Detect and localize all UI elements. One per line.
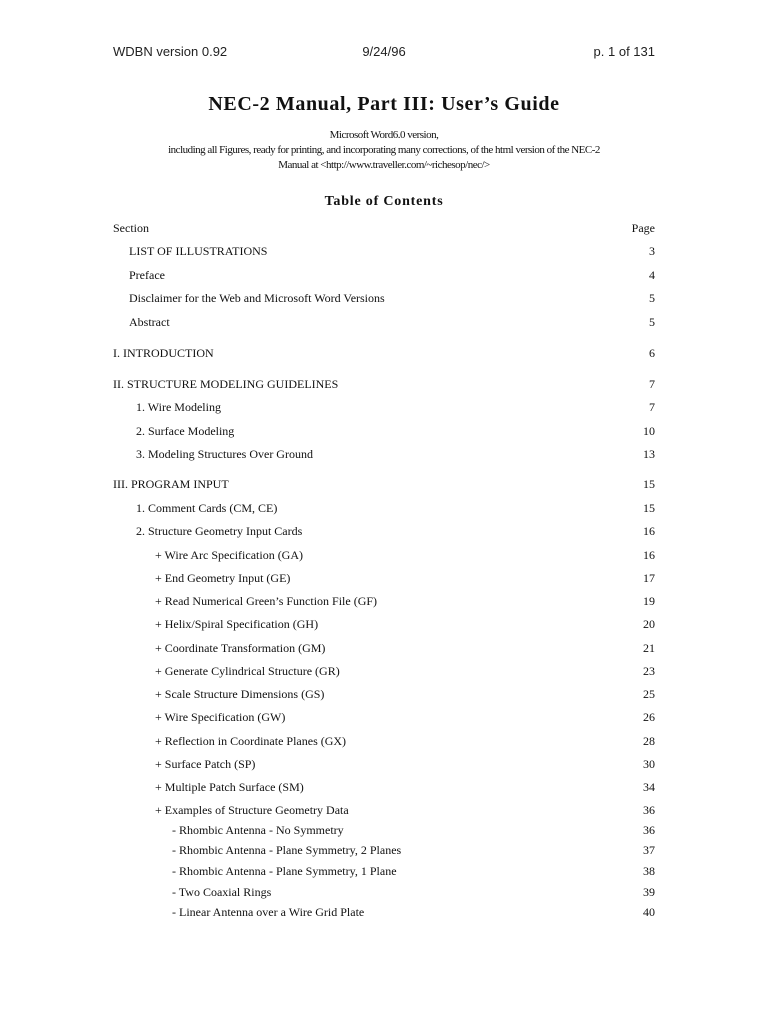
toc-entry[interactable] <box>0 548 768 566</box>
toc-entry-page: 17 <box>643 571 655 585</box>
toc-entry-label: + Examples of Structure Geometry Data <box>155 803 349 817</box>
toc-entry-page: 13 <box>643 447 655 461</box>
toc-entry-label: + Surface Patch (SP) <box>155 757 256 771</box>
toc-entry-label: 3. Modeling Structures Over Ground <box>136 447 313 461</box>
toc-entry[interactable] <box>0 905 768 923</box>
toc-entry[interactable] <box>0 244 768 262</box>
toc-entry-label: I. INTRODUCTION <box>113 346 214 360</box>
toc-entry-page: 7 <box>649 400 655 414</box>
toc-entry[interactable] <box>0 346 768 364</box>
toc-entry-label: + Read Numerical Green’s Function File (GF) <box>155 594 378 608</box>
toc-entry-page: 19 <box>643 594 655 608</box>
subtitle-line-1: Microsoft Word6.0 version, <box>329 129 439 141</box>
toc-entry-page: 23 <box>643 664 655 678</box>
toc-entry-label: + Wire Specification (GW) <box>155 710 286 724</box>
toc-page-column-header: Page <box>631 221 655 235</box>
toc-entry[interactable] <box>0 447 768 465</box>
toc-entry-page: 4 <box>649 268 655 282</box>
toc-entry-label: 1. Wire Modeling <box>136 400 221 414</box>
toc-entry-page: 38 <box>643 864 655 878</box>
toc-entry[interactable] <box>0 524 768 542</box>
toc-entry-label: - Rhombic Antenna - No Symmetry <box>172 823 344 837</box>
toc-entry-page: 36 <box>643 823 655 837</box>
toc-entry[interactable] <box>0 803 768 821</box>
toc-entry-page: 5 <box>649 315 655 329</box>
toc-heading: Table of Contents <box>324 194 444 209</box>
subtitle-line-2: including all Figures, ready for printing, and incorporating many corrections, of the html version of the NEC-2 <box>168 144 600 156</box>
toc-entry-page: 34 <box>643 780 655 794</box>
toc-entry-page: 21 <box>643 641 655 655</box>
toc-entry[interactable] <box>0 571 768 589</box>
toc-entry[interactable] <box>0 501 768 519</box>
toc-entry-label: Preface <box>129 268 165 282</box>
toc-entry-label: Disclaimer for the Web and Microsoft Word Versions <box>129 291 385 305</box>
toc-entry[interactable] <box>0 734 768 752</box>
toc-entry-label: + Multiple Patch Surface (SM) <box>155 780 304 794</box>
toc-entry-label: - Two Coaxial Rings <box>172 885 272 899</box>
toc-entry-label: - Rhombic Antenna - Plane Symmetry, 2 Planes <box>172 843 402 857</box>
toc-entry-label: + End Geometry Input (GE) <box>155 571 291 585</box>
toc-entry-label: + Wire Arc Specification (GA) <box>155 548 304 562</box>
toc-entry-page: 28 <box>643 734 655 748</box>
toc-entry-page: 36 <box>643 803 655 817</box>
toc-entry-label: - Rhombic Antenna - Plane Symmetry, 1 Plane <box>172 864 397 878</box>
toc-entry[interactable] <box>0 617 768 635</box>
toc-entry-page: 30 <box>643 757 655 771</box>
toc-entry-label: LIST OF ILLUSTRATIONS <box>129 244 268 258</box>
toc-entry[interactable] <box>0 780 768 798</box>
header-date: 9/24/96 <box>362 44 406 59</box>
toc-entry-label: 2. Structure Geometry Input Cards <box>136 524 303 538</box>
toc-entry-page: 15 <box>643 477 655 491</box>
toc-entry-label: 1. Comment Cards (CM, CE) <box>136 501 278 515</box>
toc-entry-page: 3 <box>649 244 655 258</box>
toc-entry-page: 6 <box>649 346 655 360</box>
toc-entry-page: 20 <box>643 617 655 631</box>
toc-entry[interactable] <box>0 377 768 395</box>
toc-entry[interactable] <box>0 641 768 659</box>
toc-entry[interactable] <box>0 664 768 682</box>
toc-entry[interactable] <box>0 291 768 309</box>
document-title: NEC-2 Manual, Part III: User’s Guide <box>208 93 560 115</box>
toc-entry[interactable] <box>0 864 768 882</box>
header-version: WDBN version 0.92 <box>113 44 228 59</box>
toc-section-column-header: Section <box>113 221 149 235</box>
toc-entry-label: + Reflection in Coordinate Planes (GX) <box>155 734 347 748</box>
toc-entry-page: 16 <box>643 524 655 538</box>
toc-entry-label: Abstract <box>129 315 170 329</box>
toc-entry[interactable] <box>0 823 768 841</box>
toc-entry-page: 40 <box>643 905 655 919</box>
toc-entry-page: 37 <box>643 843 655 857</box>
toc-entry-label: II. STRUCTURE MODELING GUIDELINES <box>113 377 339 391</box>
toc-entry-label: + Scale Structure Dimensions (GS) <box>155 687 325 701</box>
toc-entry[interactable] <box>0 885 768 903</box>
toc-entry-label: + Coordinate Transformation (GM) <box>155 641 326 655</box>
header-page-number: p. 1 of 131 <box>593 44 655 59</box>
toc-entry[interactable] <box>0 477 768 495</box>
toc-entry-page: 10 <box>643 424 655 438</box>
toc-entry[interactable] <box>0 710 768 728</box>
toc-entry-page: 7 <box>649 377 655 391</box>
toc-entry-label: III. PROGRAM INPUT <box>113 477 229 491</box>
toc-entry-page: 15 <box>643 501 655 515</box>
toc-entry[interactable] <box>0 400 768 418</box>
toc-entry-label: 2. Surface Modeling <box>136 424 235 438</box>
toc-entry[interactable] <box>0 843 768 861</box>
toc-entry-page: 39 <box>643 885 655 899</box>
toc-entry-page: 25 <box>643 687 655 701</box>
toc-entry[interactable] <box>0 424 768 442</box>
toc-entry[interactable] <box>0 268 768 286</box>
toc-entry-page: 26 <box>643 710 655 724</box>
toc-entry-label: + Generate Cylindrical Structure (GR) <box>155 664 340 678</box>
toc-entry[interactable] <box>0 315 768 333</box>
toc-entry-page: 5 <box>649 291 655 305</box>
toc-entry[interactable] <box>0 687 768 705</box>
toc-entry-label: - Linear Antenna over a Wire Grid Plate <box>172 905 365 919</box>
toc-entry-page: 16 <box>643 548 655 562</box>
toc-entry-label: + Helix/Spiral Specification (GH) <box>155 617 319 631</box>
toc-entry[interactable] <box>0 757 768 775</box>
subtitle-line-3: Manual at <http://www.traveller.com/~richesop/nec/> <box>278 159 490 171</box>
toc-entry[interactable] <box>0 594 768 612</box>
